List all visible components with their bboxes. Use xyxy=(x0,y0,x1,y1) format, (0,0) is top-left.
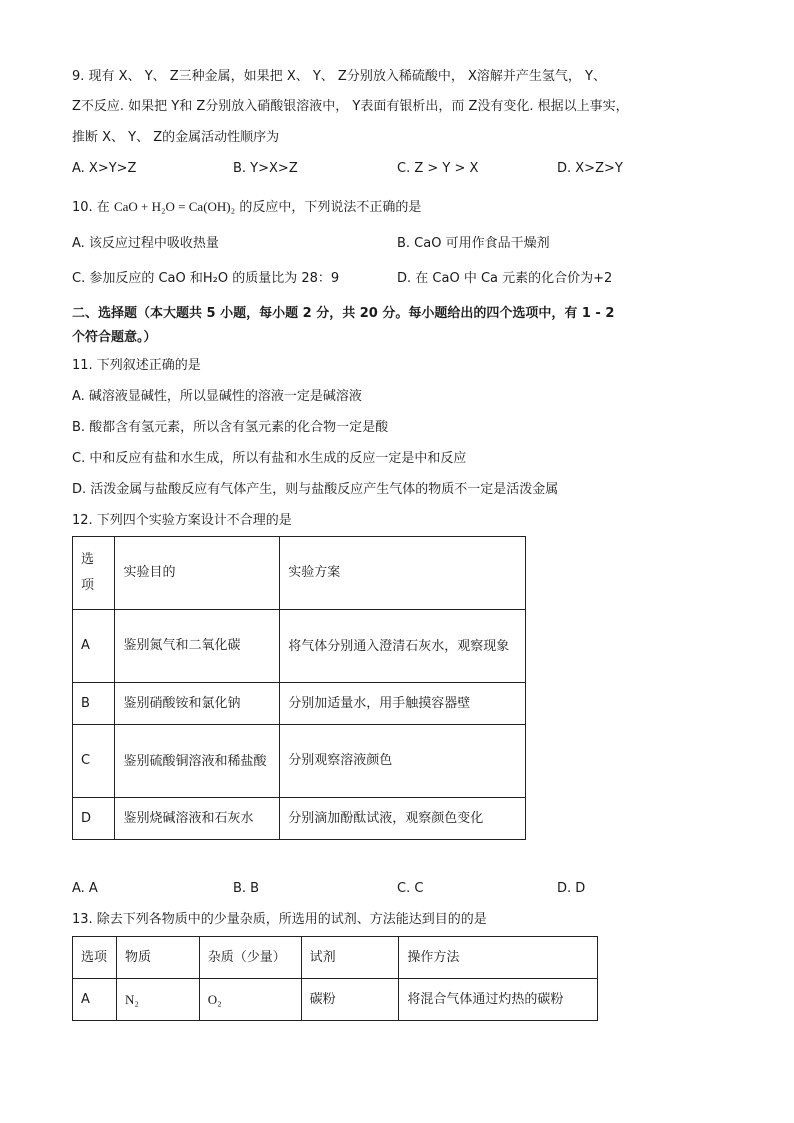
section2-heading-line-2: 个符合题意。） xyxy=(72,330,157,345)
q13-header-reagent: 试剂 xyxy=(301,937,399,979)
q12-option-d[interactable]: D. D xyxy=(557,881,586,896)
q12-cell-plan: 分别滴加酚酞试液，观察颜色变化 xyxy=(280,798,526,840)
q13-table xyxy=(72,936,598,1021)
q10-equation: CaO + H₂O = Ca(OH)₂ xyxy=(113,199,236,214)
q10-option-d[interactable]: D. 在 CaO 中 Ca 元素的化合价为+2 xyxy=(397,271,613,286)
q10-option-a[interactable]: A. 该反应过程中吸收热量 xyxy=(72,236,219,251)
q12-table xyxy=(72,536,526,840)
q12-cell-option: D xyxy=(73,798,115,840)
q9-line-3: 推断 X、 Y、 Z的金属活动性顺序为 xyxy=(72,130,280,145)
q13-header-row xyxy=(73,937,598,979)
q13-cell-reagent: 碳粉 xyxy=(301,979,399,1021)
q12-header-plan: 实验方案 xyxy=(280,537,526,610)
q12-header-purpose: 实验目的 xyxy=(115,537,280,610)
q11-option-b[interactable]: B. 酸都含有氢元素，所以含有氢元素的化合物一定是酸 xyxy=(72,420,389,435)
q12-cell-option: C xyxy=(73,725,115,798)
q12-cell-plan: 分别观察溶液颜色 xyxy=(280,725,526,798)
table-row xyxy=(73,979,598,1021)
q12-cell-option: A xyxy=(73,610,115,683)
q9-line-2: Z不反应. 如果把 Y和 Z分别放入硝酸银溶液中， Y表面有银析出，而 Z没有变化. 根据以上事实， xyxy=(72,99,629,114)
q13-cell-substance: N₂ xyxy=(116,979,199,1021)
q12-cell-purpose: 鉴别硝酸铵和氯化钠 xyxy=(115,683,280,725)
q13-stem: 13. 除去下列各物质中的少量杂质，所选用的试剂、方法能达到目的的是 xyxy=(72,912,487,927)
q12-cell-option: B xyxy=(73,683,115,725)
q12-header-option: 选项 xyxy=(73,537,115,610)
q12-cell-purpose: 鉴别硫酸铜溶液和稀盐酸 xyxy=(115,725,280,798)
q10-suffix: 的反应中，下列说法不正确的是 xyxy=(239,200,422,215)
q13-header-method: 操作方法 xyxy=(399,937,598,979)
q12-cell-purpose: 鉴别氮气和二氧化碳 xyxy=(115,610,280,683)
q13-cell-option: A xyxy=(73,979,117,1021)
section2-heading-line-1: 二、选择题（本大题共 5 小题，每小题 2 分，共 20 分。每小题给出的四个选项中，有 1 - 2 xyxy=(72,306,615,321)
q10-prefix: 10. 在 xyxy=(72,200,110,215)
q11-option-a[interactable]: A. 碱溶液显碱性，所以显碱性的溶液一定是碱溶液 xyxy=(72,389,362,404)
q13-cell-method: 将混合气体通过灼热的碳粉 xyxy=(399,979,598,1021)
q11-stem: 11. 下列叙述正确的是 xyxy=(72,358,201,373)
q9-option-c[interactable]: C. Z > Y > X xyxy=(397,161,479,176)
q12-cell-plan: 分别加适量水，用手触摸容器壁 xyxy=(280,683,526,725)
q12-header-row xyxy=(73,537,526,610)
q13-header-option: 选项 xyxy=(73,937,117,979)
q12-option-a[interactable]: A. A xyxy=(72,881,98,896)
q9-option-d[interactable]: D. X>Z>Y xyxy=(557,161,623,176)
q9-option-a[interactable]: A. X>Y>Z xyxy=(72,161,137,176)
q13-cell-impurity: O₂ xyxy=(199,979,301,1021)
q9-option-b[interactable]: B. Y>X>Z xyxy=(233,161,298,176)
q12-cell-purpose: 鉴别烧碱溶液和石灰水 xyxy=(115,798,280,840)
table-row xyxy=(73,798,526,840)
q12-stem: 12. 下列四个实验方案设计不合理的是 xyxy=(72,513,292,528)
q12-option-b[interactable]: B. B xyxy=(233,881,260,896)
q13-header-impurity: 杂质（少量） xyxy=(199,937,301,979)
q10-option-b[interactable]: B. CaO 可用作食品干燥剂 xyxy=(397,236,550,251)
table-row xyxy=(73,725,526,798)
table-row xyxy=(73,683,526,725)
q10-stem xyxy=(72,198,421,217)
q12-option-c[interactable]: C. C xyxy=(397,881,424,896)
table-row xyxy=(73,610,526,683)
q9-line-1: 9. 现有 X、 Y、 Z三种金属，如果把 X、 Y、 Z分别放入稀硫酸中， X溶解并产生氢气， Y、 xyxy=(72,69,606,84)
q12-cell-plan: 将气体分别通入澄清石灰水，观察现象 xyxy=(280,610,526,683)
q11-option-d[interactable]: D. 活泼金属与盐酸反应有气体产生，则与盐酸反应产生气体的物质不一定是活泼金属 xyxy=(72,482,559,497)
q11-option-c[interactable]: C. 中和反应有盐和水生成，所以有盐和水生成的反应一定是中和反应 xyxy=(72,451,467,466)
q13-header-substance: 物质 xyxy=(116,937,199,979)
q10-option-c[interactable]: C. 参加反应的 CaO 和H₂O 的质量比为 28：9 xyxy=(72,271,340,286)
